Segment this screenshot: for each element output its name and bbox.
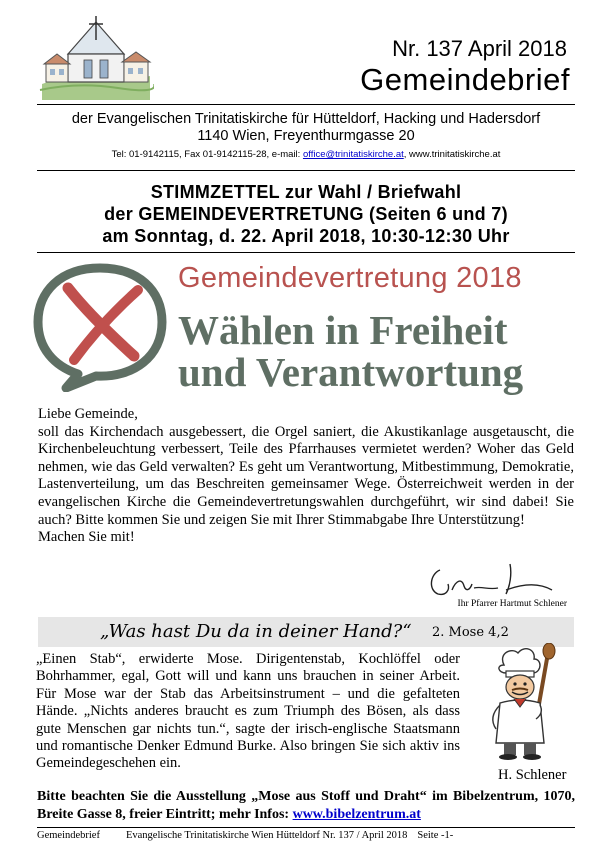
bible-reference: 2. Mose 4,2	[432, 625, 509, 640]
ballot-headline-2: der GEMEINDEVERTRETUNG (Seiten 6 und 7)	[104, 204, 508, 224]
email-link[interactable]: office@trinitatiskirche.at	[302, 149, 404, 160]
parish-name: der Evangelischen Trinitatiskirche für Hütteldorf, Hacking und Hadersdorf	[71, 111, 541, 127]
ballot-headline-1: STIMMZETTEL zur Wahl / Briefwahl	[150, 182, 462, 202]
exhibition-notice	[37, 788, 575, 823]
footer-divider	[37, 827, 575, 828]
devotional-text: „Einen Stab“, erwiderte Mose. Dirigentenstab, Kochlöffel oder Bohrhammer, egal, Gott will und kann uns brauchen in seiner Arbeit. Für Mose war der Stab das Arbeitsinstrument – und die gefalteten Hände. „Nichts anderes braucht es zum Triumph des Bösen, als dass gute Menschen gar nichts tun.“, sagte der irisch-englische Staatsmann und romantische Denker Edmund Burke. Also bringen Sie sich aktiv ins Gemeindegeschehen ein.	[36, 651, 460, 772]
handwritten-signature-icon	[426, 560, 566, 598]
footer-left: Gemeindebrief	[37, 830, 100, 841]
contact-phone: Tel: 01-9142115, Fax 01-9142115-28, e-mail:	[111, 149, 303, 160]
election-slogan-1: Wählen in Freiheit	[178, 307, 508, 353]
signature-caption: Ihr Pfarrer Hartmut Schlener	[457, 599, 567, 609]
election-title: Gemeindevertretung 2018	[178, 262, 522, 294]
ballot-divider-top	[37, 170, 575, 171]
letter-body: soll das Kirchendach ausgebessert, die Orgel saniert, die Akustikanlage ausgetauscht, die Kirchenbeleuchtung verbessert, Teile des Pfarrhauses vermietet werden? Woher das Geld nehmen, wie das Geld verwalten? Es geht um Verantwortung, Mitbestimmung, Demokratie, Lastenverteilung, um das Beschreiten gemeinsamer Wege. Österreichweit werden in der evangelischen Kirche die Gemeindevertretungswahlen durchgeführt, wir sind dabei! Sie auch? Bitte kommen Sie und zeigen Sie mit Ihrer Stimmabgabe Ihre Unterstützung!	[38, 423, 574, 528]
issue-number: Nr. 137 April 2018	[392, 36, 567, 61]
newsletter-title: Gemeindebrief	[360, 62, 570, 97]
election-slogan-2: und Verantwortung	[178, 349, 524, 395]
letter-closing: Machen Sie mit!	[38, 529, 135, 546]
letter-greeting: Liebe Gemeinde,	[38, 406, 138, 422]
footer-page-number: Seite -1-	[417, 830, 454, 841]
page-footer	[37, 830, 575, 841]
ballot-cross-icon	[30, 260, 170, 392]
devotional-author: H. Schlener	[498, 767, 567, 783]
footer-middle: Evangelische Trinitatiskirche Wien Hütteldorf Nr. 137 / April 2018	[125, 830, 408, 841]
notice-text: Bitte beachten Sie die Ausstellung „Mose aus Stoff und Draht“ im Bibelzentrum, 1070, Breite Gasse 8, freier Eintritt; mehr Infos:	[37, 789, 575, 822]
bibelzentrum-link[interactable]: www.bibelzentrum.at	[292, 806, 421, 822]
parish-address: 1140 Wien, Freyenthurmgasse 20	[197, 128, 415, 144]
header-divider	[37, 104, 575, 105]
chef-with-spoon-icon	[478, 643, 578, 761]
contact-line	[0, 149, 612, 160]
ballot-headline-3: am Sonntag, d. 22. April 2018, 10:30-12:30 Uhr	[102, 226, 510, 246]
church-drawing-icon	[38, 14, 154, 100]
pastor-letter	[38, 406, 574, 547]
bible-quote: „Was hast Du da in deiner Hand?“	[100, 621, 412, 642]
ballot-divider-bottom	[37, 252, 575, 253]
contact-web: , www.trinitatiskirche.at	[403, 149, 501, 160]
